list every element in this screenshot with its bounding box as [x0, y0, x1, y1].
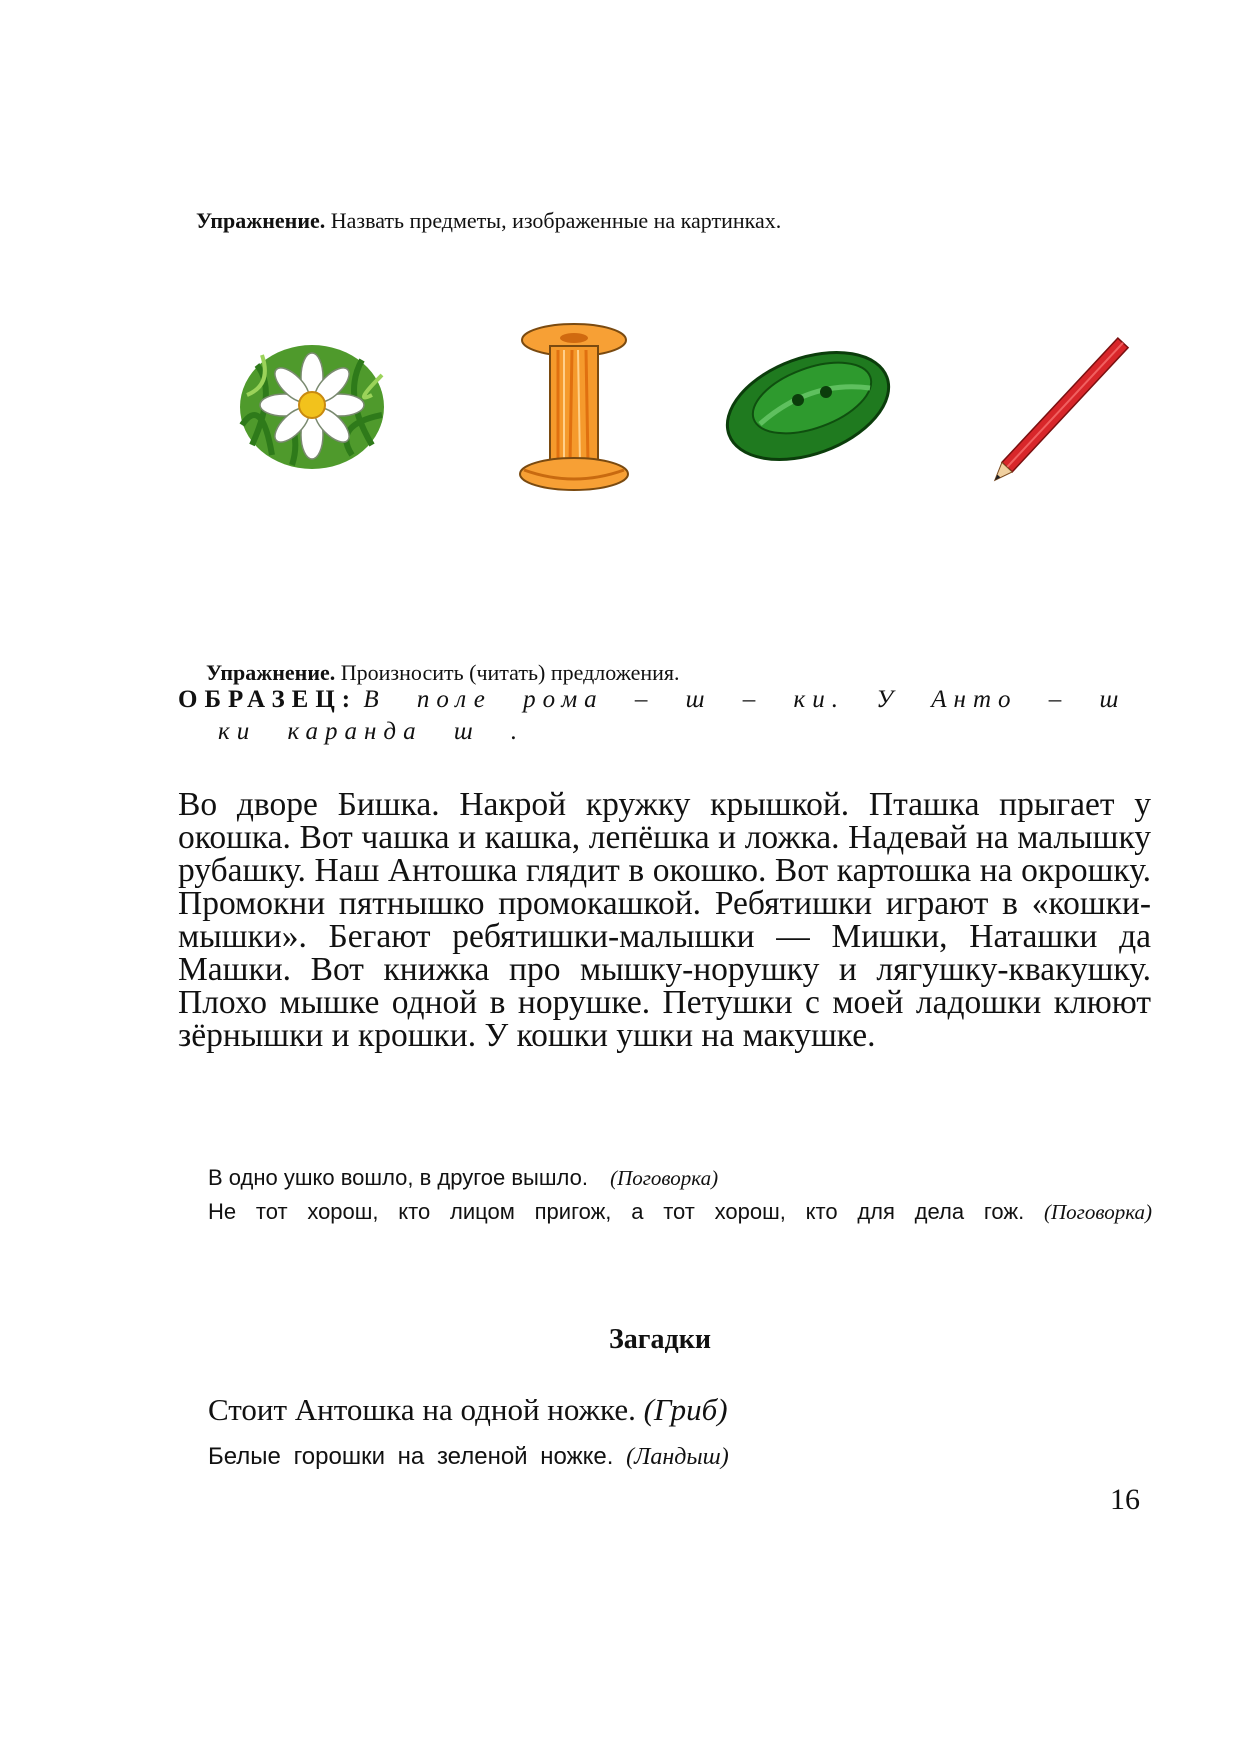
- page-number: 16: [1110, 1483, 1140, 1516]
- pencil-picture: [960, 320, 1170, 490]
- sample-line-2: ки каранда ш .: [218, 718, 525, 745]
- exercise-2: [206, 660, 680, 686]
- riddle-2: [208, 1443, 729, 1471]
- saying-text: Не тот хорош, кто лицом пригож, а тот хорош, кто для дела гож.: [208, 1199, 1025, 1224]
- sample-label: ОБРАЗЕЦ:: [178, 686, 358, 713]
- riddle-text: Белые горошки на зеленой ножке.: [208, 1443, 614, 1470]
- saying-source: (Поговорка): [610, 1166, 719, 1190]
- spool-picture: [514, 320, 634, 500]
- riddle-text: Стоит Антошка на одной ножке.: [208, 1392, 636, 1427]
- saying-source: (Поговорка): [1044, 1200, 1152, 1224]
- saying-1: [208, 1161, 1152, 1195]
- pictures-row: [225, 320, 1185, 510]
- reading-text: Во дворе Бишка. Накрой кружку крышкой. Пташка прыгает у окошка. Вот чашка и кашка, лепёшка и ложка. Надевай на малышку рубашку. Наш Антошка глядит в окошко. Вот картошка на окрошку. Промокни пятнышко промокашкой. Ребятишки играют в «кошки-мышки». Бегают ребятишки-малышки — Мишки, Наташки да Машки. Вот книжка про мышку-норушку и лягушку-квакушку. Плохо мышке одной в норушке. Петушки с моей ладошки клюют зёрнышки и крошки. У кошки ушки на макушке.: [178, 786, 1151, 1054]
- riddle-1: [208, 1392, 728, 1428]
- saying-2: [208, 1195, 1152, 1229]
- riddle-answer: (Ландыш): [626, 1444, 729, 1470]
- exercise-1: [196, 208, 781, 234]
- sample: [178, 686, 1126, 746]
- button-picture: [720, 340, 895, 470]
- daisy-picture: [232, 335, 392, 475]
- exercise-1-text: Назвать предметы, изображенные на картинках.: [330, 208, 782, 233]
- sayings: [208, 1161, 1152, 1229]
- sample-line-1: В поле рома – ш – ки. У Анто – ш: [363, 686, 1126, 713]
- saying-text: В одно ушко вошло, в другое вышло.: [208, 1165, 588, 1190]
- exercise-1-label: Упражнение.: [196, 208, 326, 233]
- riddle-answer: (Гриб): [643, 1392, 728, 1427]
- exercise-2-text: Произносить (читать) предложения.: [340, 660, 680, 685]
- riddles-title: Загадки: [609, 1324, 711, 1355]
- exercise-2-label: Упражнение.: [206, 660, 336, 685]
